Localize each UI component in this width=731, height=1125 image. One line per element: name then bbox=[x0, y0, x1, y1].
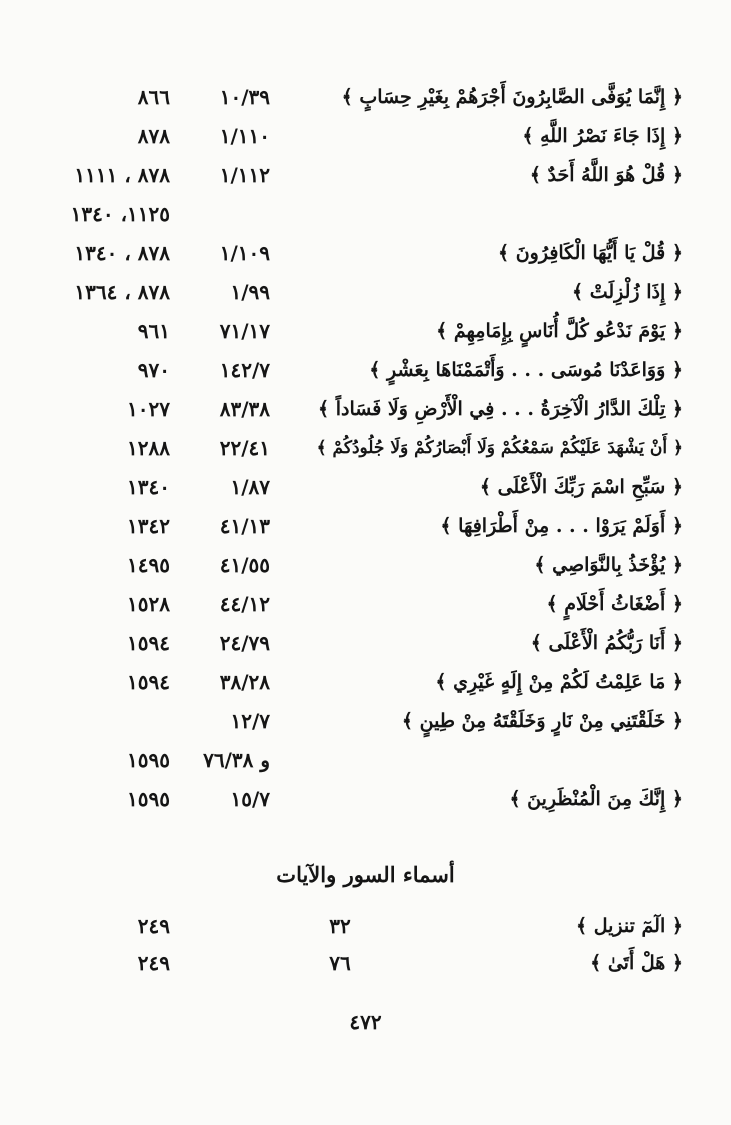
verse-reference: ٣٨/٢٨ bbox=[219, 670, 270, 694]
page-number: ٤٧٢ bbox=[349, 1010, 382, 1034]
verse-reference: ٧١/١٧ bbox=[219, 319, 270, 343]
verse-reference bbox=[170, 195, 270, 233]
index-row bbox=[0, 741, 731, 779]
surah-name: ﴿ الٓمٓ تنزيل ﴾ bbox=[575, 915, 683, 937]
verse-reference: ١٢/٧ bbox=[230, 709, 270, 733]
index-row bbox=[0, 234, 731, 272]
index-row bbox=[0, 117, 731, 155]
verse-reference: ١/٩٩ bbox=[230, 280, 270, 304]
surah-row bbox=[0, 944, 731, 982]
index-row bbox=[0, 78, 731, 116]
verse-reference: ٢٤/٧٩ bbox=[219, 631, 270, 655]
verse-reference: ١/١١٢ bbox=[219, 163, 270, 187]
verse-text: ﴿ أَنْ يَشْهَدَ عَلَيْكُمْ سَمْعُكُمْ وَلَا أَبْصَارُكُمْ وَلَا جُلُودُكُمْ ﴾ bbox=[316, 438, 683, 458]
index-row bbox=[0, 780, 731, 818]
page-references: ١٥٩٥ bbox=[127, 748, 170, 772]
page-references: ٨٦٦ bbox=[137, 85, 170, 109]
index-row bbox=[0, 156, 731, 194]
verse-text: ﴿ إِنَّكَ مِنَ الْمُنْظَرِينَ ﴾ bbox=[509, 788, 683, 810]
verse-text: ﴿ أَوَلَمْ يَرَوْا . . . مِنْ أَطْرَافِهَا ﴾ bbox=[440, 515, 683, 537]
page-references: ٨٧٨ ، ١١١١ bbox=[74, 163, 170, 187]
surah-name: ﴿ هَلْ أَتَىٰ ﴾ bbox=[590, 952, 683, 974]
verse-reference: ٤١/٥٥ bbox=[219, 553, 270, 577]
page-references: ٩٧٠ bbox=[137, 358, 170, 382]
page-references: ١٣٤٢ bbox=[127, 514, 170, 538]
verse-reference: ٤١/١٣ bbox=[219, 514, 270, 538]
verse-reference: ١٥/٧ bbox=[230, 787, 270, 811]
page-references: ١٤٩٥ bbox=[127, 553, 170, 577]
index-row bbox=[0, 390, 731, 428]
verse-reference: ١/١١٠ bbox=[219, 124, 270, 148]
surah-page: ٢٤٩ bbox=[137, 951, 170, 975]
verse-text: ﴿ أَضْغَاثُ أَحْلَامٍ ﴾ bbox=[546, 593, 683, 615]
page-references: ٩٦١ bbox=[137, 319, 170, 343]
verse-reference: ٢٢/٤١ bbox=[219, 436, 270, 460]
verse-reference: ٤٤/١٢ bbox=[219, 592, 270, 616]
page-references: ٨٧٨ ، ١٣٦٤ bbox=[74, 280, 170, 304]
verse-reference: ١٠/٣٩ bbox=[219, 85, 270, 109]
verse-reference: ٨٣/٣٨ bbox=[219, 397, 270, 421]
verse-text: ﴿ أَنَا رَبُّكُمُ الْأَعْلَى ﴾ bbox=[530, 632, 683, 654]
page-references: ١٥٩٤ bbox=[127, 670, 170, 694]
verse-text: ﴿ مَا عَلِمْتُ لَكُمْ مِنْ إِلَهٍ غَيْرِي ﴾ bbox=[435, 671, 683, 693]
verse-text: ﴿ يُؤْخَذُ بِالنَّوَاصِي ﴾ bbox=[534, 554, 683, 576]
verse-text: ﴿ إِذَا جَاءَ نَصْرُ اللَّهِ ﴾ bbox=[522, 125, 683, 147]
page-references: ١١٢٥، ١٣٤٠ bbox=[70, 202, 170, 226]
index-row bbox=[0, 273, 731, 311]
index-row bbox=[0, 702, 731, 740]
index-row bbox=[0, 429, 731, 467]
section-title: أسماء السور والآيات bbox=[276, 862, 455, 887]
index-row bbox=[0, 312, 731, 350]
verse-reference: ١/٨٧ bbox=[230, 475, 270, 499]
index-row bbox=[0, 468, 731, 506]
surah-page: ٢٤٩ bbox=[137, 914, 170, 938]
index-row bbox=[0, 663, 731, 701]
verse-text: ﴿ تِلْكَ الدَّارُ الْآخِرَةُ . . . فِي الْأَرْضِ وَلَا فَسَاداً ﴾ bbox=[317, 398, 683, 420]
verse-text: ﴿ يَوْمَ نَدْعُو كُلَّ أُنَاسٍ بِإِمَامِهِمْ ﴾ bbox=[436, 320, 683, 342]
page-references: ١٠٢٧ bbox=[127, 397, 170, 421]
index-row bbox=[0, 507, 731, 545]
surah-row bbox=[0, 907, 731, 945]
page-references bbox=[30, 702, 170, 740]
page-references: ١٢٨٨ bbox=[127, 436, 170, 460]
verse-reference: ١٤٢/٧ bbox=[219, 358, 270, 382]
surah-number: ٣٢ bbox=[329, 914, 351, 938]
index-row bbox=[0, 624, 731, 662]
page-references: ١٥٢٨ bbox=[127, 592, 170, 616]
page-references: ١٥٩٥ bbox=[127, 787, 170, 811]
verse-text: ﴿ إِنَّمَا يُوَفَّى الصَّابِرُونَ أَجْرَهُمْ بِغَيْرِ حِسَابٍ ﴾ bbox=[341, 86, 683, 108]
page-references: ٨٧٨ bbox=[137, 124, 170, 148]
verse-reference: و ٧٦/٣٨ bbox=[203, 748, 270, 772]
index-row bbox=[0, 351, 731, 389]
verse-text: ﴿ وَوَاعَدْنَا مُوسَى . . . وَأَتْمَمْنَاهَا بِعَشْرٍ ﴾ bbox=[369, 359, 683, 381]
page-references: ٨٧٨ ، ١٣٤٠ bbox=[74, 241, 170, 265]
index-row bbox=[0, 585, 731, 623]
index-row bbox=[0, 546, 731, 584]
index-row bbox=[0, 195, 731, 233]
verse-reference: ١/١٠٩ bbox=[219, 241, 270, 265]
page-references: ١٣٤٠ bbox=[127, 475, 170, 499]
verse-text: ﴿ خَلَقْتَنِي مِنْ نَارٍ وَخَلَقْتَهُ مِنْ طِينٍ ﴾ bbox=[401, 710, 683, 732]
verse-text: ﴿ قُلْ يَا أَيُّهَا الْكَافِرُونَ ﴾ bbox=[497, 242, 683, 264]
verse-text: ﴿ قُلْ هُوَ اللَّهُ أَحَدٌ ﴾ bbox=[529, 164, 683, 186]
verse-text: ﴿ سَبِّحِ اسْمَ رَبِّكَ الْأَعْلَى ﴾ bbox=[479, 476, 683, 498]
page-references: ١٥٩٤ bbox=[127, 631, 170, 655]
verse-text: ﴿ إِذَا زُلْزِلَتْ ﴾ bbox=[571, 281, 683, 303]
surah-number: ٧٦ bbox=[329, 951, 351, 975]
